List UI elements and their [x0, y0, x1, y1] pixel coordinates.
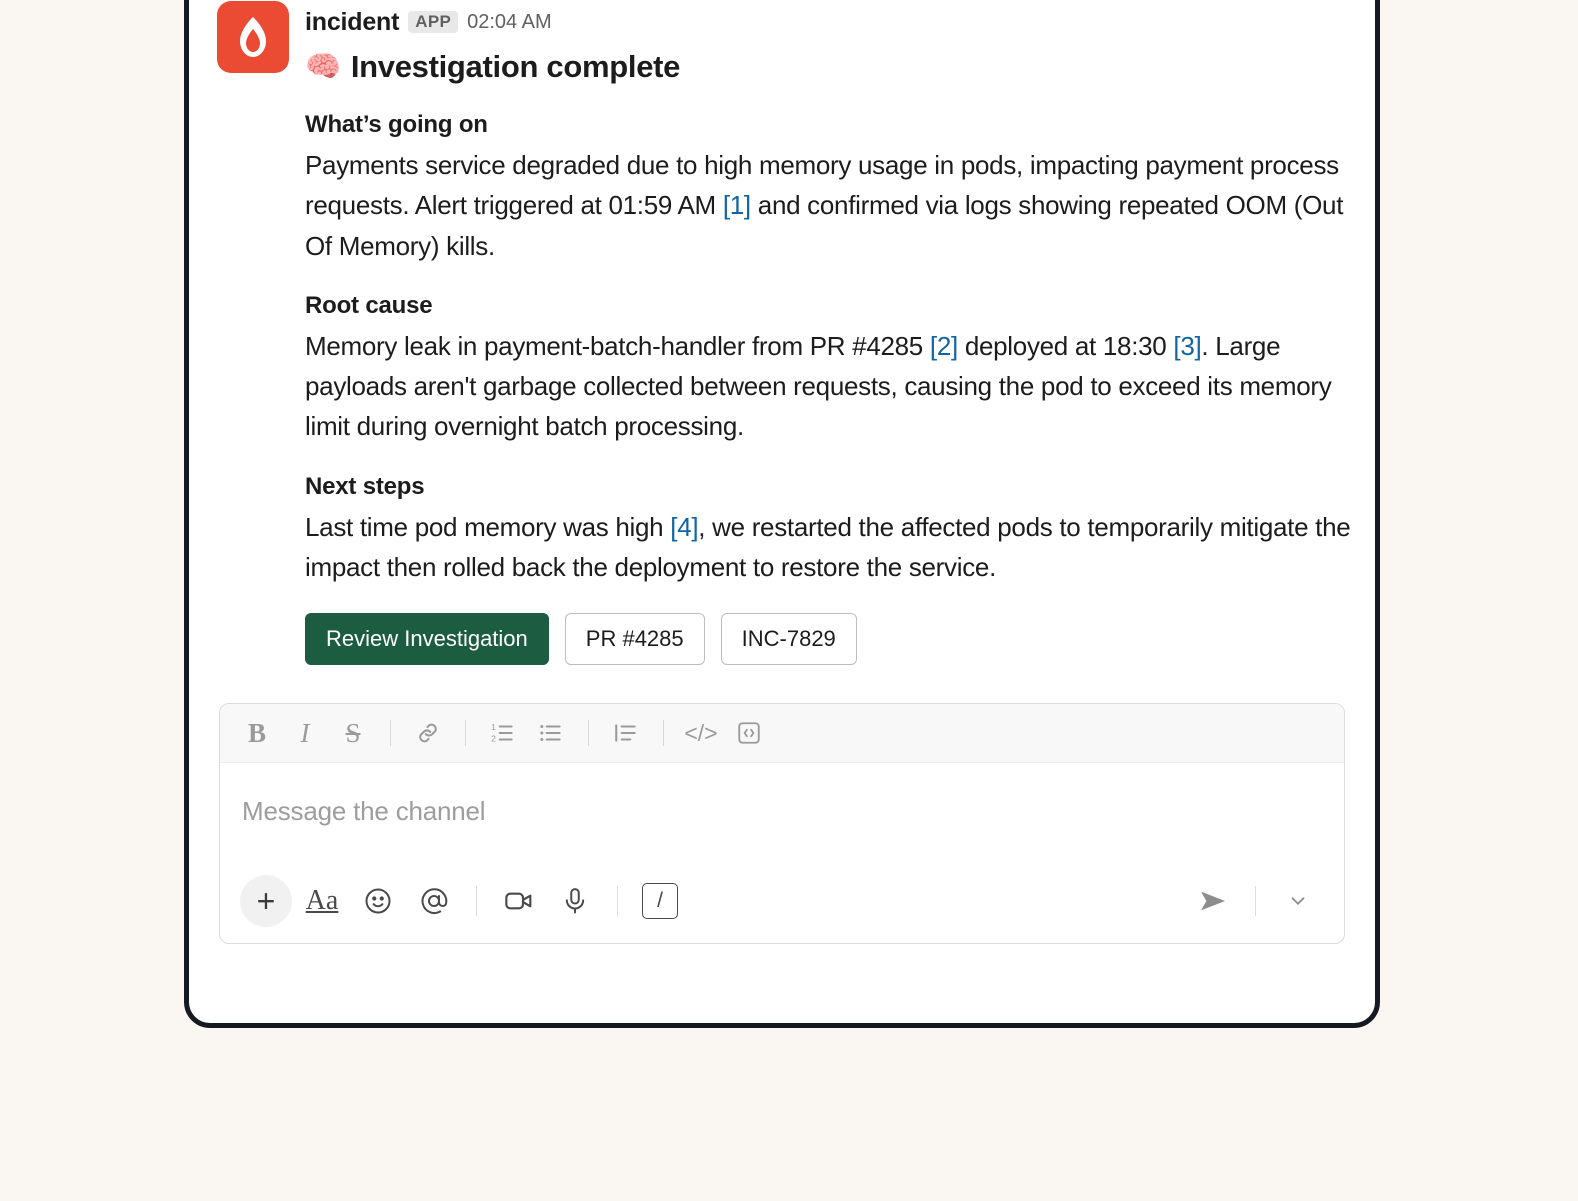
section-heading: Root cause: [305, 291, 433, 319]
review-investigation-button[interactable]: Review Investigation: [305, 613, 549, 665]
citation-ref-2[interactable]: [2]: [929, 330, 958, 361]
svg-text:2: 2: [491, 734, 496, 745]
citation-ref-4[interactable]: [4]: [670, 511, 699, 542]
footer-divider: [617, 886, 618, 916]
section-heading: Next steps: [305, 472, 425, 500]
citation-ref-1[interactable]: [1]: [722, 190, 751, 221]
section-text-part: Last time pod memory was high: [305, 511, 671, 542]
brain-icon: 🧠: [305, 51, 341, 83]
section-text-part: deployed at 18:30: [957, 330, 1174, 361]
section-text-part: . Large payloads aren't garbage collected between requests, causing the pod to exceed its memory limit during overnight batch processing.: [305, 330, 1332, 442]
section-body: [305, 326, 1351, 447]
section-text-part: and confirmed via logs showing repeated OOM (Out Of Memory) kills.: [305, 190, 1344, 261]
message-composer: [219, 703, 1345, 944]
section-root-cause: [305, 292, 1351, 447]
bulleted-list-icon[interactable]: [528, 712, 574, 754]
section-whats-going-on: [305, 111, 1351, 266]
message-input[interactable]: [220, 763, 1344, 859]
toolbar-divider: [588, 720, 589, 746]
citation-ref-3[interactable]: [3]: [1173, 330, 1202, 361]
svg-text:1: 1: [491, 722, 496, 733]
app-badge: APP: [408, 11, 458, 33]
ordered-list-icon[interactable]: [480, 712, 526, 754]
message-input-placeholder: Message the channel: [242, 795, 486, 826]
slash-icon: /: [642, 883, 678, 919]
avatar: [217, 1, 289, 73]
toolbar-divider: [390, 720, 391, 746]
add-attachment-button[interactable]: +: [240, 875, 292, 927]
sender-name[interactable]: incident: [305, 7, 400, 36]
video-button[interactable]: [493, 875, 545, 927]
message: [189, 0, 1375, 665]
message-header: [305, 7, 1351, 37]
footer-divider: [1255, 886, 1256, 916]
link-icon[interactable]: [405, 712, 451, 754]
section-body: [305, 507, 1351, 588]
incident-link-button[interactable]: INC-7829: [721, 613, 857, 665]
slack-window: [184, 0, 1380, 1028]
composer-toolbar: [220, 704, 1344, 763]
message-actions: [305, 613, 1351, 665]
toolbar-divider: [465, 720, 466, 746]
message-timestamp[interactable]: 02:04 AM: [467, 10, 552, 33]
section-text-part: Payments service degraded due to high memory usage in pods, impacting payment process requests. Alert triggered at 01:59 AM: [305, 150, 1339, 221]
toolbar-divider: [663, 720, 664, 746]
message-title-text: Investigation complete: [350, 49, 681, 84]
microphone-button[interactable]: [549, 875, 601, 927]
pr-link-button[interactable]: PR #4285: [565, 613, 705, 665]
section-text-part: Memory leak in payment-batch-handler from PR #4285: [305, 330, 930, 361]
message-title: [305, 49, 1351, 85]
mention-button[interactable]: [408, 875, 460, 927]
slash-command-button[interactable]: [634, 875, 686, 927]
composer-footer: [220, 859, 1344, 943]
formatting-button[interactable]: Aa: [305, 885, 339, 917]
section-next-steps: [305, 473, 1351, 588]
chevron-down-icon[interactable]: [1272, 875, 1324, 927]
code-block-icon[interactable]: [726, 712, 772, 754]
italic-icon[interactable]: I: [300, 717, 310, 748]
emoji-button[interactable]: [352, 875, 404, 927]
strikethrough-icon[interactable]: S: [345, 717, 361, 748]
footer-divider: [476, 886, 477, 916]
section-body: [305, 145, 1351, 266]
bold-icon[interactable]: B: [247, 717, 266, 748]
send-button[interactable]: [1187, 875, 1239, 927]
code-icon[interactable]: </>: [684, 719, 718, 746]
section-heading: What’s going on: [305, 111, 488, 138]
section-text-part: , we restarted the affected pods to temporarily mitigate the impact then rolled back the deployment to restore the service.: [305, 511, 1351, 583]
blockquote-icon[interactable]: [603, 712, 649, 754]
